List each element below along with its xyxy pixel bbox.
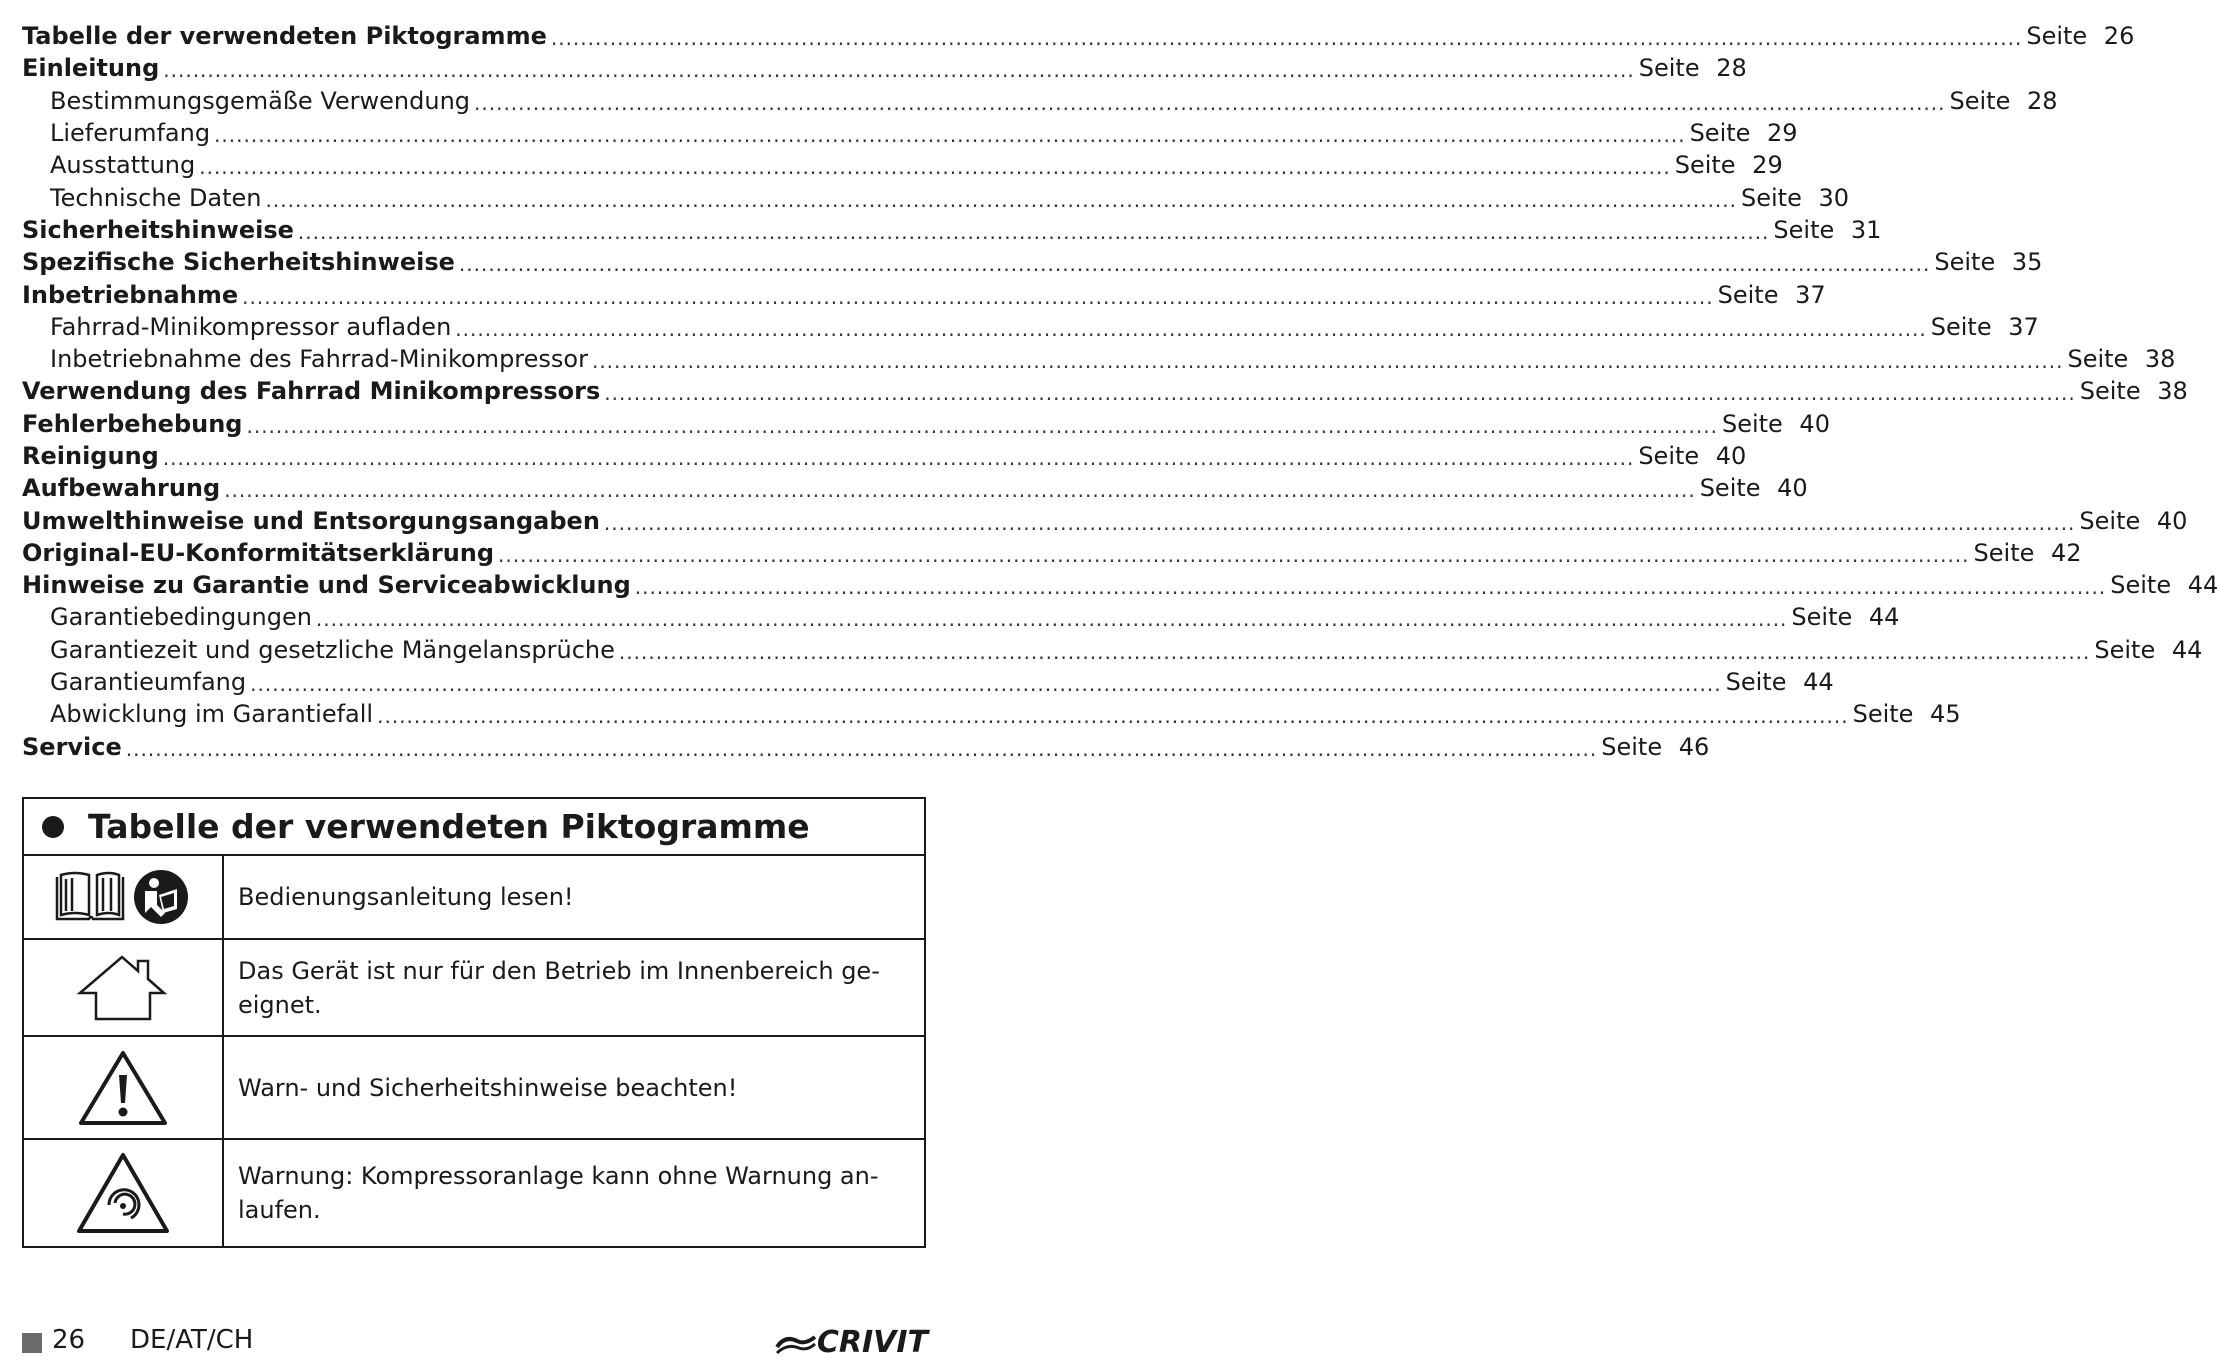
- pictogram-table: [22, 797, 926, 1248]
- toc-leader-dots: ........................................................................................................................................................................................................: [265, 187, 1737, 212]
- toc-entry: [22, 311, 2039, 343]
- toc-seite-label: Seite: [1741, 183, 1802, 212]
- toc-entry-title: Verwendung des Fahrrad Minikompressors: [22, 377, 601, 406]
- toc-page-number: 38: [2144, 345, 2176, 374]
- toc-seite-label: Seite: [1725, 668, 1787, 697]
- toc-entry-title: Inbetriebnahme: [22, 280, 239, 309]
- toc-leader-dots: ........................................................................................................................................................................................................: [455, 316, 1927, 341]
- toc-seite-label: Seite: [1638, 54, 1700, 83]
- toc-page-number: 44: [2171, 635, 2203, 664]
- read-manual-icon: [53, 867, 193, 927]
- pictogram-description: Bedienungsanleitung lesen!: [238, 883, 574, 911]
- toc-seite-label: Seite: [2110, 571, 2172, 600]
- toc-page-number: 46: [1678, 732, 1710, 761]
- toc-leader-dots: ........................................................................................................................................................................................................: [603, 510, 2076, 535]
- pictogram-row: [24, 1140, 924, 1246]
- toc-seite-label: Seite: [1638, 442, 1700, 470]
- toc-leader-dots: ........................................................................................................................................................................................................: [199, 155, 1671, 180]
- toc-seite-label: Seite: [2079, 377, 2141, 406]
- toc-entry: [22, 634, 2203, 666]
- toc-entry: [22, 440, 1747, 472]
- toc-entry-title: Umwelthinweise und Entsorgungsangaben: [22, 506, 600, 535]
- toc-leader-dots: ........................................................................................................................................................................................................: [377, 704, 1849, 729]
- toc-page-number: 37: [2008, 312, 2039, 341]
- warning-triangle-icon: [78, 1049, 168, 1127]
- pictogram-description: Das Gerät ist nur für den Betrieb im Innenbereich ge-eignet.: [238, 956, 880, 1019]
- toc-leader-dots: ........................................................................................................................................................................................................: [246, 413, 1718, 438]
- toc-seite-label: Seite: [1934, 248, 1996, 277]
- toc-page-number: 35: [2011, 248, 2043, 277]
- toc-page-number: 40: [2156, 506, 2188, 535]
- toc-leader-dots: ........................................................................................................................................................................................................: [458, 252, 1931, 277]
- toc-entry: [22, 278, 1826, 310]
- toc-page-number: 31: [1850, 215, 1882, 244]
- table-of-contents: [22, 20, 2218, 763]
- toc-leader-dots: ........................................................................................................................................................................................................: [297, 219, 1770, 244]
- footer-marker: [22, 1333, 42, 1353]
- toc-entry: [22, 214, 1882, 246]
- toc-page-number: 37: [1795, 280, 1826, 309]
- auto-start-warning-icon: [75, 1151, 171, 1235]
- toc-page-number: 30: [1818, 183, 1849, 212]
- brand-swoosh-icon: [775, 1331, 817, 1355]
- pictogram-description: Warn- und Sicherheitshinweise beachten!: [238, 1073, 738, 1102]
- toc-seite-label: Seite: [2079, 506, 2141, 535]
- toc-seite-label: Seite: [1973, 538, 2035, 567]
- pictogram-row: [24, 856, 924, 940]
- toc-leader-dots: ........................................................................................................................................................................................................: [224, 478, 1696, 503]
- pictogram-row: [24, 940, 924, 1037]
- toc-entry-title: Inbetriebnahme des Fahrrad-Minikompressor: [50, 345, 588, 374]
- toc-entry-title: Garantiebedingungen: [50, 603, 312, 632]
- toc-page-number: 44: [1868, 603, 1900, 632]
- toc-entry-title: Fahrrad-Minikompressor aufladen: [50, 312, 452, 341]
- toc-seite-label: Seite: [2026, 22, 2088, 51]
- toc-seite-label: Seite: [1791, 603, 1853, 632]
- toc-seite-label: Seite: [1674, 151, 1736, 180]
- pictogram-table-title: Tabelle der verwendeten Piktogramme: [88, 807, 810, 846]
- toc-entry-title: Einleitung: [22, 54, 160, 83]
- toc-seite-label: Seite: [1773, 215, 1835, 244]
- toc-entry: [22, 149, 1783, 181]
- brand-logo: [775, 1325, 928, 1360]
- toc-page-number: 40: [1799, 409, 1830, 438]
- toc-entry: [22, 375, 2188, 407]
- toc-entry-title: Tabelle der verwendeten Piktogramme: [22, 22, 547, 51]
- toc-page-number: 28: [2026, 86, 2058, 115]
- toc-leader-dots: ........................................................................................................................................................................................................: [250, 672, 1722, 697]
- toc-page-number: 45: [1930, 700, 1961, 729]
- toc-entry-title: Garantieumfang: [50, 668, 247, 697]
- toc-entry-title: Reinigung: [22, 442, 159, 470]
- toc-leader-dots: ........................................................................................................................................................................................................: [498, 542, 1970, 567]
- toc-entry: [22, 181, 1849, 213]
- toc-seite-label: Seite: [1949, 86, 2011, 115]
- toc-entry-title: Ausstattung: [50, 151, 196, 180]
- toc-entry-title: Technische Daten: [50, 183, 262, 212]
- toc-entry-title: Original-EU-Konformitätserklärung: [22, 538, 495, 567]
- pictogram-table-header: [24, 799, 924, 856]
- region-label: DE/AT/CH: [130, 1325, 254, 1355]
- page-footer: [22, 1325, 928, 1361]
- toc-page-number: 44: [2187, 571, 2218, 600]
- toc-entry-title: Bestimmungsgemäße Verwendung: [50, 86, 471, 115]
- toc-entry: [22, 343, 2176, 375]
- bullet-icon: [42, 816, 64, 838]
- toc-leader-dots: ........................................................................................................................................................................................................: [214, 123, 1686, 148]
- toc-entry: [22, 698, 1961, 730]
- toc-page-number: 40: [1777, 474, 1808, 503]
- toc-entry-title: Fehlerbehebung: [22, 409, 243, 438]
- toc-entry-title: Hinweise zu Garantie und Serviceabwicklung: [22, 571, 631, 600]
- toc-entry-title: Spezifische Sicherheitshinweise: [22, 248, 455, 277]
- toc-entry-title: Abwicklung im Garantiefall: [50, 700, 374, 729]
- pictogram-row: [24, 1037, 924, 1140]
- toc-page-number: 40: [1715, 442, 1747, 470]
- toc-leader-dots: ........................................................................................................................................................................................................: [162, 446, 1635, 470]
- toc-leader-dots: ........................................................................................................................................................................................................: [634, 575, 2107, 600]
- page-number: 26: [52, 1325, 86, 1355]
- toc-page-number: 29: [1752, 151, 1783, 180]
- toc-entry: [22, 117, 1798, 149]
- toc-seite-label: Seite: [1689, 119, 1751, 148]
- toc-leader-dots: ........................................................................................................................................................................................................: [242, 284, 1714, 309]
- toc-seite-label: Seite: [2094, 635, 2156, 664]
- toc-entry-title: Lieferumfang: [50, 119, 211, 148]
- toc-entry: [22, 472, 1808, 504]
- toc-seite-label: Seite: [1721, 409, 1783, 438]
- toc-seite-label: Seite: [1930, 312, 1992, 341]
- toc-leader-dots: ........................................................................................................................................................................................................: [474, 90, 1946, 115]
- toc-entry: [22, 537, 2082, 569]
- toc-entry: [22, 408, 1830, 440]
- pictogram-description: Warnung: Kompressoranlage kann ohne Warnung an-laufen.: [238, 1162, 879, 1224]
- indoor-house-icon: [78, 953, 168, 1023]
- toc-leader-dots: ........................................................................................................................................................................................................: [591, 349, 2064, 374]
- toc-page-number: 29: [1767, 119, 1798, 148]
- toc-entry: [22, 85, 2058, 117]
- toc-entry: [22, 569, 2218, 601]
- toc-entry: [22, 20, 2135, 52]
- toc-entry-title: Garantiezeit und gesetzliche Mängelansprüche: [50, 635, 615, 664]
- toc-seite-label: Seite: [1717, 280, 1779, 309]
- toc-entry: [22, 52, 1747, 84]
- toc-seite-label: Seite: [2067, 345, 2129, 374]
- toc-entry-title: Service: [22, 732, 122, 761]
- toc-leader-dots: ........................................................................................................................................................................................................: [163, 58, 1635, 83]
- toc-entry: [22, 504, 2188, 536]
- toc-leader-dots: ........................................................................................................................................................................................................: [618, 639, 2091, 664]
- toc-page-number: 42: [2050, 538, 2082, 567]
- toc-entry: [22, 666, 1834, 698]
- toc-entry: [22, 601, 1900, 633]
- toc-page-number: 28: [1716, 54, 1747, 83]
- toc-page-number: 38: [2157, 377, 2188, 406]
- toc-entry-title: Aufbewahrung: [22, 474, 221, 503]
- toc-entry-title: Sicherheitshinweise: [22, 215, 294, 244]
- toc-seite-label: Seite: [1601, 732, 1663, 761]
- toc-page-number: 44: [1803, 668, 1834, 697]
- toc-entry: [22, 731, 1710, 763]
- toc-leader-dots: ........................................................................................................................................................................................................: [604, 381, 2076, 406]
- toc-seite-label: Seite: [1699, 474, 1761, 503]
- toc-page-number: 26: [2103, 22, 2135, 51]
- brand-name: CRIVIT: [816, 1325, 928, 1360]
- toc-leader-dots: ........................................................................................................................................................................................................: [550, 26, 2023, 51]
- toc-seite-label: Seite: [1852, 700, 1914, 729]
- toc-entry: [22, 246, 2043, 278]
- toc-leader-dots: ........................................................................................................................................................................................................: [315, 607, 1788, 632]
- toc-leader-dots: ........................................................................................................................................................................................................: [125, 736, 1598, 761]
